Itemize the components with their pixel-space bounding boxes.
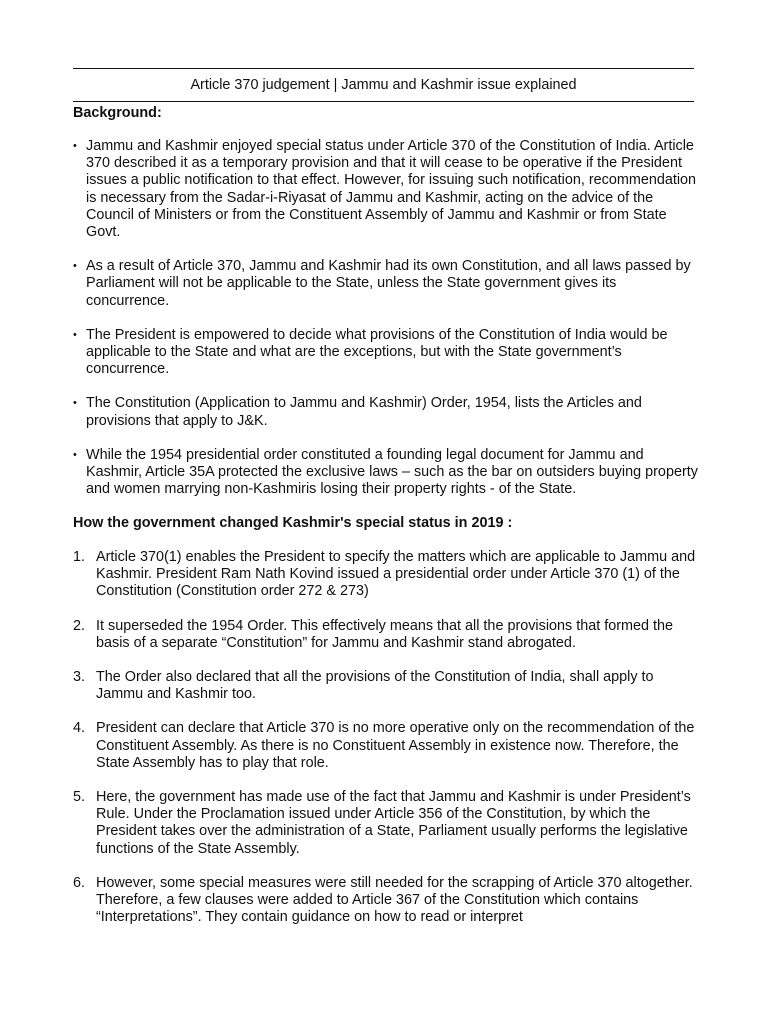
item-text: Here, the government has made use of the fact that Jammu and Kashmir is under President’s Rule. Under the Proclamation issued under Article 356 of the Constitution, by which the President takes over the administration of a State, Parliament usually performs the legislative functions of the State Assembly.	[96, 789, 691, 857]
bullet-item	[73, 327, 698, 379]
bullet-marker: •	[73, 260, 77, 273]
item-number: 3.	[73, 669, 86, 686]
changes-numbered-list	[73, 549, 698, 943]
numbered-item	[73, 875, 698, 927]
item-number: 2.	[73, 617, 86, 634]
numbered-item	[73, 549, 698, 601]
numbered-item	[73, 618, 698, 652]
title-top-rule	[73, 68, 694, 69]
changes-heading: How the government changed Kashmir's special status in 2019 :	[73, 515, 513, 531]
bullet-text: As a result of Article 370, Jammu and Kashmir had its own Constitution, and all laws passed by Parliament will not be applicable to the State, unless the State government gives its concurrence.	[86, 258, 691, 309]
item-text: However, some special measures were still needed for the scrapping of Article 370 altogether. Therefore, a few clauses were added to Article 367 of the Constitution which contains “Interpretations”. They contain guidance on how to read or interpret	[96, 874, 693, 926]
bullet-text: Jammu and Kashmir enjoyed special status under Article 370 of the Constitution of India. Article 370 described it as a temporary provision and that it will cease to be operative if the President issues a public notification to that effect. However, for issuing such notification, recommendation is necessary from the Sadar-i-Riyasat of Jammu and Kashmir, acting on the advice of the Council of Ministers or from the Constituent Assembly of Jammu and Kashmir or from State Govt.	[86, 138, 697, 241]
bullet-item	[73, 138, 698, 241]
background-heading: Background:	[73, 105, 162, 121]
numbered-item	[73, 669, 698, 703]
item-number: 1.	[73, 549, 86, 565]
item-number: 5.	[73, 789, 86, 806]
bullet-marker: •	[73, 328, 77, 341]
item-text: President can declare that Article 370 is no more operative only on the recommendation of the Constituent Assembly. As there is no Constituent Assembly in existence now. Therefore, the State Assembly has to play that role.	[96, 720, 695, 771]
numbered-item	[73, 789, 698, 858]
bullet-marker: •	[73, 448, 77, 461]
item-number: 6.	[73, 874, 86, 891]
item-text: It superseded the 1954 Order. This effectively means that all the provisions that formed the basis of a separate “Constitution” for Jammu and Kashmir stand abrogated.	[96, 617, 674, 651]
bullet-text: While the 1954 presidential order constituted a founding legal document for Jammu and Kashmir, Article 35A protected the exclusive laws – such as the bar on outsiders buying property and women marrying non-Kashmiris losing their property rights - of the State.	[86, 446, 698, 498]
document-title: Article 370 judgement | Jammu and Kashmir issue explained	[190, 77, 577, 93]
bullet-item	[73, 447, 698, 499]
bullet-marker: •	[73, 140, 77, 152]
background-bullet-list	[73, 138, 698, 515]
bullet-text: The President is empowered to decide what provisions of the Constitution of India would be applicable to the State and what are the exceptions, but with the State government’s concurrence.	[86, 326, 668, 378]
bullet-item	[73, 258, 698, 310]
bullet-text: The Constitution (Application to Jammu and Kashmir) Order, 1954, lists the Articles and provisions that apply to J&K.	[86, 395, 642, 429]
item-number: 4.	[73, 720, 86, 737]
numbered-item	[73, 720, 698, 772]
item-text: The Order also declared that all the provisions of the Constitution of India, shall apply to Jammu and Kashmir too.	[96, 669, 654, 703]
bullet-item	[73, 395, 698, 429]
title-bottom-rule	[73, 101, 694, 102]
bullet-marker: •	[73, 397, 77, 410]
item-text: Article 370(1) enables the President to specify the matters which are applicable to Jammu and Kashmir. President Ram Nath Kovind issued a presidential order under Article 370 (1) of the Constitution (Constitution order 272 & 273)	[96, 549, 696, 600]
